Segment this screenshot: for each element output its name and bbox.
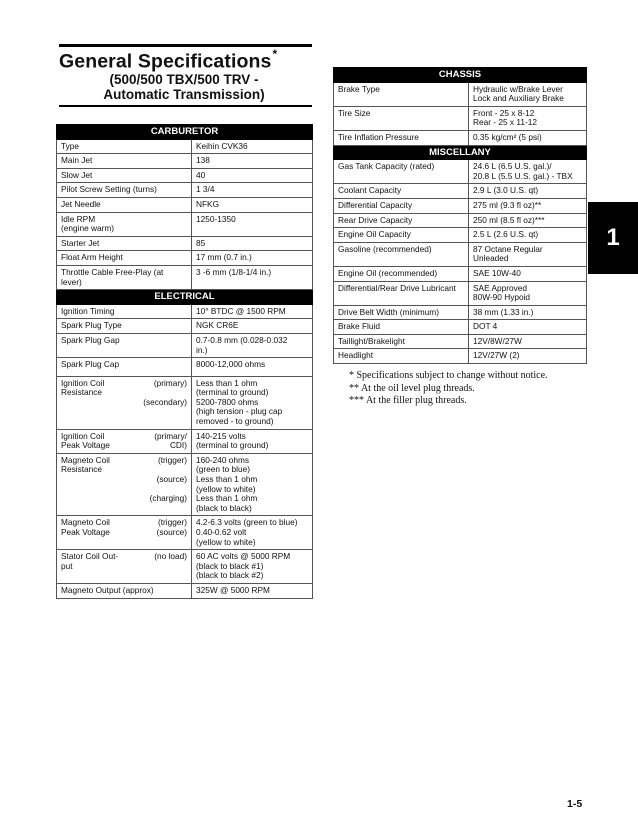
spec-value: 40 [192, 168, 313, 183]
spec-value-line: Less than 1 ohm [196, 493, 258, 504]
spec-value-line: (terminal to ground) [196, 387, 269, 398]
spec-value: 17 mm (0.7 in.) [192, 251, 313, 266]
table-row [57, 304, 313, 319]
table-row [57, 212, 313, 236]
spec-value-line: Hydraulic w/Brake Lever [473, 83, 563, 94]
spec-value: 10° BTDC @ 1500 RPM [192, 304, 313, 319]
spec-value [192, 550, 313, 584]
carburetor-heading: CARBURETOR [57, 125, 313, 140]
spec-value [192, 429, 313, 453]
spec-value-line: (black to black #1) [196, 560, 264, 571]
spec-label: Differential/Rear Drive Lubricant [334, 281, 469, 305]
page-number: 1-5 [567, 798, 583, 810]
spec-value: Keihin CVK36 [192, 139, 313, 154]
spec-qualifier: (source) [156, 474, 187, 485]
spec-label-line: Ignition Coil [61, 377, 105, 388]
spec-label-line: (engine warm) [61, 223, 115, 234]
spec-value-line: 87 Octane Regular [473, 243, 543, 254]
spec-label-line: Resistance [61, 387, 103, 398]
spec-value [192, 453, 313, 516]
table-row [334, 320, 587, 335]
spec-label [57, 429, 192, 453]
spec-value-line: 24.6 L (6.5 U.S. gal.)/ [473, 161, 552, 172]
spec-value: DOT 4 [469, 320, 587, 335]
spec-label-line: Peak Voltage [61, 440, 110, 451]
spec-value [469, 82, 587, 106]
spec-qualifier: (charging) [149, 493, 187, 504]
spec-value: NGK CR6E [192, 319, 313, 334]
spec-value: 275 ml (9.3 fl oz)** [469, 198, 587, 213]
spec-qualifier: (source) [156, 527, 187, 537]
spec-value: 85 [192, 236, 313, 251]
spec-qualifier: (no load) [154, 551, 187, 562]
spec-qualifier: (primary) [153, 377, 187, 388]
carburetor-electrical-table [56, 124, 313, 599]
footnote: *** At the filler plug threads. [349, 395, 467, 406]
footnote: ** At the oil level plug threads. [349, 382, 475, 394]
table-row [57, 197, 313, 212]
spec-qualifier: (secondary) [143, 396, 187, 407]
page-subtitle-line1: (500/500 TBX/500 TRV - [109, 72, 259, 87]
table-row [57, 183, 313, 198]
spec-value-line: Lock and Auxiliary Brake [473, 93, 564, 104]
spec-label-line: put [61, 560, 73, 571]
spec-label: Headlight [334, 349, 469, 364]
spec-value: 12V/8W/27W [469, 334, 587, 349]
spec-label: Magneto Output (approx) [57, 583, 192, 598]
spec-label [57, 550, 192, 584]
table-row [57, 376, 313, 429]
table-row [57, 583, 313, 598]
table-row [334, 130, 587, 145]
spec-qualifier: (trigger) [157, 454, 187, 465]
spec-value-line: (green to blue) [196, 464, 250, 475]
spec-label: Engine Oil (recommended) [334, 266, 469, 281]
table-row [334, 106, 587, 130]
spec-value-line: 60 AC volts @ 5000 RPM [196, 551, 291, 562]
spec-label [57, 265, 192, 289]
table-row [57, 333, 313, 357]
spec-label: Main Jet [57, 154, 192, 169]
spec-label: Starter Jet [57, 236, 192, 251]
spec-label: Jet Needle [57, 197, 192, 212]
spec-qualifier: (primary/ [154, 430, 187, 441]
spec-label-line: Peak Voltage [61, 527, 110, 537]
spec-value-line: 80W-90 Hypoid [473, 292, 531, 303]
carburetor-header-row [57, 125, 313, 140]
table-row [57, 358, 313, 377]
table-row [57, 319, 313, 334]
spec-value-line: Less than 1 ohm [196, 474, 258, 485]
spec-label: Ignition Timing [57, 304, 192, 319]
spec-value-line: (black to black #2) [196, 570, 264, 581]
table-row [334, 198, 587, 213]
spec-value: 250 ml (8.5 fl oz)*** [469, 213, 587, 228]
chassis-heading: CHASSIS [334, 68, 587, 83]
page-title: General Specifications* [59, 47, 278, 73]
spec-value-line: 160-240 ohms [196, 454, 250, 465]
spec-value: 3 -6 mm (1/8-1/4 in.) [192, 265, 313, 289]
page-subtitle-line2: Automatic Transmission) [103, 87, 265, 102]
spec-value: 0.35 kg/cm² (5 psi) [469, 130, 587, 145]
table-row [334, 266, 587, 281]
spec-value-line: SAE Approved [473, 282, 527, 293]
spec-value: 2.5 L (2.6 U.S. qt) [469, 228, 587, 243]
spec-label: Engine Oil Capacity [334, 228, 469, 243]
spec-label [57, 212, 192, 236]
spec-value [469, 242, 587, 266]
miscellany-header-row [334, 145, 587, 160]
spec-label-line: Ignition Coil [61, 430, 105, 441]
footnote: * Specifications subject to change without notice. [349, 370, 548, 381]
spec-qualifier: CDI) [169, 440, 187, 451]
spec-label: Taillight/Brakelight [334, 334, 469, 349]
table-row [334, 349, 587, 364]
table-row [334, 184, 587, 199]
spec-label: Gas Tank Capacity (rated) [334, 160, 469, 184]
spec-value-line: removed - to ground) [196, 416, 274, 427]
spec-label: Spark Plug Gap [57, 333, 192, 357]
spec-value-line: Less than 1 ohm [196, 377, 258, 388]
spec-label: Rear Drive Capacity [334, 213, 469, 228]
spec-label: Type [57, 139, 192, 154]
spec-value-line: 5200-7800 ohms [196, 396, 259, 407]
spec-label [57, 376, 192, 429]
table-row [334, 160, 587, 184]
spec-value [469, 106, 587, 130]
chassis-miscellany-table [333, 67, 587, 364]
spec-value [192, 333, 313, 357]
spec-label: Tire Inflation Pressure [334, 130, 469, 145]
spec-label: Brake Fluid [334, 320, 469, 335]
spec-value-line: 0.7-0.8 mm (0.028-0.032 [196, 334, 288, 345]
spec-value: 1 3/4 [192, 183, 313, 198]
table-row [57, 168, 313, 183]
spec-value: 2.9 L (3.0 U.S. qt) [469, 184, 587, 199]
title-bottom-rule [59, 105, 312, 107]
spec-value [192, 516, 313, 550]
miscellany-heading: MISCELLANY [334, 145, 587, 160]
table-row [334, 281, 587, 305]
spec-value [192, 376, 313, 429]
spec-value: 1250-1350 [192, 212, 313, 236]
spec-value: NFKG [192, 197, 313, 212]
table-row [57, 265, 313, 289]
spec-label: Spark Plug Cap [57, 358, 192, 377]
spec-value [469, 281, 587, 305]
spec-qualifier: (trigger) [157, 517, 187, 528]
table-row [57, 236, 313, 251]
spec-label-line: Idle RPM [61, 213, 96, 224]
electrical-header-row [57, 290, 313, 305]
spec-label-line: lever) [61, 276, 82, 287]
table-row [57, 550, 313, 584]
spec-label-line: Magneto Coil [61, 454, 110, 465]
spec-label [57, 453, 192, 516]
spec-value: 8000-12,000 ohms [192, 358, 313, 377]
spec-label: Brake Type [334, 82, 469, 106]
table-row [57, 453, 313, 516]
table-row [57, 516, 313, 550]
table-row [334, 213, 587, 228]
title-footnote-mark: * [272, 47, 278, 61]
spec-value: 325W @ 5000 RPM [192, 583, 313, 598]
spec-label: Gasoline (recommended) [334, 242, 469, 266]
section-tab: 1 [588, 202, 638, 274]
spec-value-line: 4.2-6.3 volts (green to blue) [196, 517, 298, 528]
spec-value-line: 140-215 volts [196, 430, 246, 441]
chassis-header-row [334, 68, 587, 83]
spec-label: Pilot Screw Setting (turns) [57, 183, 192, 198]
spec-label [57, 516, 192, 550]
spec-value-line: (terminal to ground) [196, 440, 269, 451]
spec-value-line: 20.8 L (5.5 U.S. gal.) - TBX [473, 170, 573, 181]
spec-label-line: Resistance [61, 464, 103, 475]
spec-label: Differential Capacity [334, 198, 469, 213]
spec-value-line: in.) [196, 344, 208, 355]
spec-value: SAE 10W-40 [469, 266, 587, 281]
spec-value-line: Front - 25 x 8-12 [473, 107, 535, 118]
table-row [334, 305, 587, 320]
table-row [57, 139, 313, 154]
spec-label: Tire Size [334, 106, 469, 130]
spec-value-line: (yellow to white) [196, 536, 256, 547]
spec-value: 38 mm (1.33 in.) [469, 305, 587, 320]
spec-label: Spark Plug Type [57, 319, 192, 334]
spec-label-line: Throttle Cable Free-Play (at [61, 266, 164, 277]
spec-value-line: 0.40-0.62 volt [196, 527, 247, 537]
spec-value [469, 160, 587, 184]
spec-label: Slow Jet [57, 168, 192, 183]
spec-value: 12V/27W (2) [469, 349, 587, 364]
footnotes [349, 370, 548, 408]
table-row [334, 228, 587, 243]
electrical-heading: ELECTRICAL [57, 290, 313, 305]
spec-value-line: (yellow to white) [196, 483, 256, 494]
table-row [57, 429, 313, 453]
spec-value: 138 [192, 154, 313, 169]
table-row [334, 82, 587, 106]
table-row [57, 154, 313, 169]
spec-value-line: Rear - 25 x 11-12 [473, 117, 537, 128]
spec-value-line: (high tension - plug cap [196, 406, 283, 417]
table-row [57, 251, 313, 266]
spec-value-line: (black to black) [196, 502, 252, 513]
spec-value-line: Unleaded [473, 253, 509, 264]
spec-label-line: Stator Coil Out- [61, 551, 119, 562]
spec-label: Drive Belt Width (minimum) [334, 305, 469, 320]
spec-label: Float Arm Height [57, 251, 192, 266]
table-row [334, 242, 587, 266]
table-row [334, 334, 587, 349]
spec-label-line: Magneto Coil [61, 517, 110, 528]
spec-label: Coolant Capacity [334, 184, 469, 199]
